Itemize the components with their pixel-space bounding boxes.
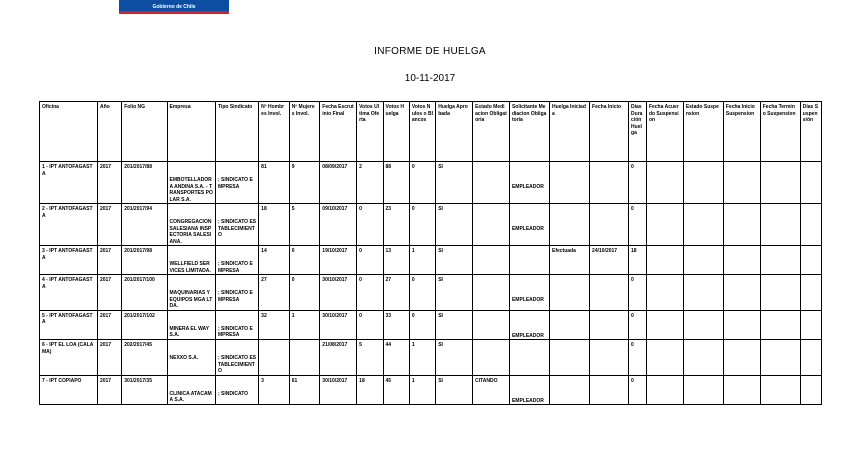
- cell-estado-mediacion: [473, 275, 510, 311]
- cell-aprobada: [436, 204, 473, 246]
- cell-votos-oferta: [357, 204, 383, 246]
- cell-tipo: [215, 310, 258, 340]
- strike-report-table: [39, 101, 822, 405]
- cell-text: 19/10/2017: [322, 248, 348, 254]
- cell-solicitante: [509, 310, 549, 340]
- cell-votos-huelga: [383, 204, 409, 246]
- cell-fecha-escrutinio: [320, 275, 357, 311]
- cell-aprobada: [436, 246, 473, 275]
- cell-mujeres: [289, 162, 320, 204]
- column-header: Días Suspensión: [800, 102, 821, 162]
- cell-text: 30/10/2017: [322, 312, 348, 319]
- cell-inicio-susp: [723, 275, 760, 311]
- cell-text: 0: [631, 342, 634, 348]
- table-header-row: [40, 102, 822, 162]
- cell-aprobada: [436, 310, 473, 340]
- column-header: Votos Nulos o Blancos: [409, 102, 435, 162]
- cell-empresa: [167, 204, 215, 246]
- cell-hombres: [259, 340, 290, 376]
- cell-text: 0: [291, 277, 295, 283]
- cell-text: 5: [359, 342, 362, 348]
- cell-text: 201/2017/102: [124, 312, 155, 319]
- cell-dias-susp: [800, 246, 821, 275]
- column-header: Fecha Escrutinio Final: [320, 102, 357, 162]
- cell-text: 45: [385, 377, 392, 384]
- cell-text: 30/10/2017: [322, 277, 348, 283]
- cell-hombres: [259, 162, 290, 204]
- cell-text: 14: [261, 248, 267, 254]
- cell-text: 0: [411, 206, 415, 212]
- cell-estado-susp: [683, 340, 723, 376]
- cell-fecha-inicio: [590, 162, 629, 204]
- cell-text: 13: [385, 248, 392, 254]
- cell-hombres: [259, 275, 290, 311]
- cell-inicio-susp: [723, 246, 760, 275]
- cell-text: ; SINDICATO EMPRESA: [217, 325, 253, 338]
- logo-text: Gobierno de Chile: [152, 4, 196, 10]
- cell-oficina: [40, 246, 98, 275]
- column-header: Estado Suspension: [683, 102, 723, 162]
- cell-hombres: [259, 310, 290, 340]
- cell-fecha-acuerdo: [646, 204, 683, 246]
- cell-text: 1: [291, 312, 295, 319]
- cell-text: CLINICA ATACAMA S.A.: [169, 390, 212, 403]
- cell-text: 201/2017/94: [124, 206, 152, 212]
- cell-text: 18: [359, 377, 365, 384]
- cell-aprobada: [436, 275, 473, 311]
- cell-text: SI: [438, 377, 443, 384]
- cell-solicitante: [509, 340, 549, 376]
- cell-text: ; SINDICATO EMPRESA: [217, 261, 253, 274]
- cell-text: 0: [411, 164, 415, 170]
- cell-text: Efectuada: [552, 248, 576, 254]
- cell-text: 301/2017/35: [124, 377, 152, 384]
- cell-text: 0: [631, 164, 634, 170]
- cell-text: 2017: [99, 312, 112, 319]
- cell-text: 23: [385, 206, 392, 212]
- cell-aprobada: [436, 340, 473, 376]
- table-row: [40, 246, 822, 275]
- cell-text: 1 - IPT ANTOFAGASTA: [42, 164, 93, 177]
- cell-inicio-susp: [723, 310, 760, 340]
- cell-fecha-acuerdo: [646, 162, 683, 204]
- cell-oficina: [40, 275, 98, 311]
- cell-text: 201/2017/98: [124, 248, 152, 254]
- cell-votos-huelga: [383, 246, 409, 275]
- cell-estado-susp: [683, 310, 723, 340]
- cell-text: 3: [261, 377, 264, 384]
- table-row: [40, 275, 822, 311]
- cell-oficina: [40, 162, 98, 204]
- cell-text: EMBOTELLADORA ANDINA S.A. - TRANSPORTES POLAR S.A.: [169, 177, 213, 203]
- column-header: Folio NG: [122, 102, 167, 162]
- cell-text: 7 - IPT COPIAPO: [42, 377, 82, 384]
- gobierno-logo: [119, 0, 229, 14]
- cell-text: 5: [291, 206, 295, 212]
- cell-solicitante: [509, 275, 549, 311]
- cell-folio: [122, 275, 167, 311]
- cell-mujeres: [289, 246, 320, 275]
- cell-text: 61: [291, 377, 298, 384]
- cell-text: 21/08/2017: [322, 342, 348, 348]
- cell-votos-huelga: [383, 162, 409, 204]
- column-header: Días Duración Huelga: [629, 102, 647, 162]
- cell-fecha-acuerdo: [646, 375, 683, 405]
- cell-votos-oferta: [357, 340, 383, 376]
- cell-text: 4 - IPT ANTOFAGASTA: [42, 277, 93, 290]
- cell-text: CONGREGACION SALESIANA INSPECTORIA SALESIANA.: [169, 219, 212, 245]
- cell-text: 33: [385, 312, 392, 319]
- cell-text: 0: [631, 377, 634, 384]
- cell-text: SI: [438, 164, 443, 170]
- logo-red-stripe: [119, 11, 229, 14]
- cell-aprobada: [436, 375, 473, 405]
- cell-inicio-susp: [723, 162, 760, 204]
- cell-estado-susp: [683, 375, 723, 405]
- cell-text: 18: [261, 206, 267, 212]
- cell-termino-susp: [760, 375, 800, 405]
- cell-oficina: [40, 340, 98, 376]
- cell-iniciada: [550, 310, 590, 340]
- cell-dias-susp: [800, 275, 821, 311]
- column-header: Fecha Termino Suspension: [760, 102, 800, 162]
- cell-votos-huelga: [383, 340, 409, 376]
- cell-text: 81: [261, 164, 267, 170]
- cell-text: 0: [359, 312, 362, 319]
- cell-dias: [629, 340, 647, 376]
- cell-text: EMPLEADOR: [511, 397, 544, 404]
- cell-empresa: [167, 310, 215, 340]
- report-title: INFORME DE HUELGA: [374, 46, 486, 57]
- column-header: Fecha Acuerdo Suspension: [646, 102, 683, 162]
- cell-mujeres: [289, 375, 320, 405]
- cell-text: SI: [438, 277, 443, 283]
- cell-empresa: [167, 162, 215, 204]
- cell-text: 30/10/2017: [322, 377, 348, 384]
- cell-mujeres: [289, 275, 320, 311]
- cell-dias: [629, 275, 647, 311]
- cell-fecha-escrutinio: [320, 162, 357, 204]
- table-row: [40, 340, 822, 376]
- cell-text: 2017: [99, 277, 112, 283]
- cell-text: 44: [385, 342, 392, 348]
- cell-estado-susp: [683, 246, 723, 275]
- cell-fecha-escrutinio: [320, 340, 357, 376]
- column-header: Estado Mediacion Obligatoria: [473, 102, 510, 162]
- cell-estado-mediacion: [473, 204, 510, 246]
- cell-iniciada: [550, 246, 590, 275]
- cell-votos-oferta: [357, 162, 383, 204]
- cell-text: 0: [291, 248, 295, 254]
- cell-text: 2017: [99, 248, 112, 254]
- cell-tipo: [215, 275, 258, 311]
- cell-votos-huelga: [383, 375, 409, 405]
- cell-fecha-inicio: [590, 275, 629, 311]
- table-row: [40, 204, 822, 246]
- cell-empresa: [167, 375, 215, 405]
- cell-empresa: [167, 246, 215, 275]
- cell-folio: [122, 246, 167, 275]
- cell-folio: [122, 204, 167, 246]
- cell-empresa: [167, 275, 215, 311]
- cell-inicio-susp: [723, 375, 760, 405]
- cell-text: 0: [631, 277, 634, 283]
- table-row: [40, 375, 822, 405]
- cell-fecha-acuerdo: [646, 246, 683, 275]
- cell-text: EMPLEADOR: [511, 297, 544, 303]
- cell-anio: [97, 204, 121, 246]
- cell-votos-nulos: [409, 162, 435, 204]
- cell-fecha-acuerdo: [646, 275, 683, 311]
- cell-votos-oferta: [357, 310, 383, 340]
- cell-text: WELLFIELD SERVICES LIMITADA.: [169, 261, 211, 274]
- cell-iniciada: [550, 204, 590, 246]
- cell-votos-oferta: [357, 246, 383, 275]
- cell-solicitante: [509, 162, 549, 204]
- cell-text: MAQUINARIAS Y EQUIPOS MGA LTDA.: [169, 290, 213, 309]
- column-header: Huelga Iniciada: [550, 102, 590, 162]
- cell-estado-mediacion: [473, 340, 510, 376]
- cell-votos-nulos: [409, 204, 435, 246]
- cell-votos-nulos: [409, 310, 435, 340]
- column-header: Votos Ultima Oferta: [357, 102, 383, 162]
- cell-empresa: [167, 340, 215, 376]
- cell-text: 2 - IPT ANTOFAGASTA: [42, 206, 93, 219]
- table-row: [40, 162, 822, 204]
- cell-tipo: [215, 340, 258, 376]
- cell-text: NEXXO S.A.: [169, 355, 199, 361]
- cell-estado-mediacion: [473, 246, 510, 275]
- cell-text: 0: [631, 312, 634, 319]
- cell-hombres: [259, 246, 290, 275]
- cell-estado-mediacion: [473, 162, 510, 204]
- cell-anio: [97, 246, 121, 275]
- cell-tipo: [215, 375, 258, 405]
- cell-votos-huelga: [383, 275, 409, 311]
- cell-estado-susp: [683, 162, 723, 204]
- cell-text: 2017: [99, 164, 112, 170]
- cell-folio: [122, 162, 167, 204]
- cell-tipo: [215, 162, 258, 204]
- cell-folio: [122, 375, 167, 405]
- cell-text: 09/10/2017: [322, 206, 348, 212]
- column-header: Solicitante Mediacion Obligatoria: [509, 102, 549, 162]
- column-header: Oficina: [40, 102, 98, 162]
- cell-text: SI: [438, 248, 443, 254]
- column-header: Fecha Inicio: [590, 102, 629, 162]
- cell-text: 0: [359, 206, 362, 212]
- cell-fecha-inicio: [590, 310, 629, 340]
- cell-tipo: [215, 246, 258, 275]
- cell-votos-nulos: [409, 246, 435, 275]
- cell-votos-nulos: [409, 275, 435, 311]
- column-header: Nº Mujeres Invol.: [289, 102, 320, 162]
- cell-termino-susp: [760, 246, 800, 275]
- cell-folio: [122, 340, 167, 376]
- column-header: Tipo Sindicato: [215, 102, 258, 162]
- cell-text: 27: [385, 277, 392, 283]
- cell-anio: [97, 340, 121, 376]
- cell-iniciada: [550, 275, 590, 311]
- cell-termino-susp: [760, 310, 800, 340]
- cell-folio: [122, 310, 167, 340]
- cell-dias: [629, 310, 647, 340]
- column-header: Fecha Inicio Suspension: [723, 102, 760, 162]
- cell-text: 2: [359, 164, 362, 170]
- cell-votos-oferta: [357, 375, 383, 405]
- cell-text: EMPLEADOR: [511, 226, 544, 232]
- cell-fecha-inicio: [590, 204, 629, 246]
- cell-text: CITANDO: [475, 377, 498, 384]
- cell-text: 0: [411, 312, 415, 319]
- cell-text: ; SINDICATO EMPRESA: [217, 177, 253, 190]
- cell-text: 1: [411, 342, 415, 348]
- cell-text: 27: [261, 277, 267, 283]
- cell-dias: [629, 204, 647, 246]
- cell-estado-mediacion: [473, 310, 510, 340]
- cell-anio: [97, 310, 121, 340]
- cell-text: 1: [411, 248, 415, 254]
- column-header: Huelga Aprobada: [436, 102, 473, 162]
- cell-fecha-escrutinio: [320, 375, 357, 405]
- cell-text: 32: [261, 312, 267, 319]
- cell-fecha-inicio: [590, 375, 629, 405]
- cell-estado-mediacion: [473, 375, 510, 405]
- cell-text: ; SINDICATO: [217, 390, 249, 397]
- cell-text: 0: [631, 206, 634, 212]
- cell-dias-susp: [800, 310, 821, 340]
- cell-text: 6 - IPT EL LOA (CALAMA): [42, 342, 94, 355]
- cell-text: SI: [438, 312, 443, 319]
- cell-votos-nulos: [409, 340, 435, 376]
- cell-text: 9: [291, 164, 295, 170]
- column-header: Empresa: [167, 102, 215, 162]
- cell-dias-susp: [800, 204, 821, 246]
- cell-aprobada: [436, 162, 473, 204]
- cell-fecha-escrutinio: [320, 204, 357, 246]
- cell-fecha-inicio: [590, 340, 629, 376]
- cell-fecha-escrutinio: [320, 310, 357, 340]
- cell-text: 2017: [99, 206, 112, 212]
- cell-text: 202/2017/45: [124, 342, 152, 348]
- cell-dias-susp: [800, 162, 821, 204]
- cell-text: 201/2017/88: [124, 164, 152, 170]
- cell-fecha-escrutinio: [320, 246, 357, 275]
- cell-text: MINERA EL WAY S.A.: [169, 325, 209, 338]
- cell-mujeres: [289, 340, 320, 376]
- cell-mujeres: [289, 310, 320, 340]
- cell-text: ; SINDICATO EMPRESA: [217, 290, 253, 303]
- cell-iniciada: [550, 162, 590, 204]
- cell-solicitante: [509, 375, 549, 405]
- cell-text: 08/09/2017: [322, 164, 348, 170]
- cell-text: 24/10/2017: [592, 248, 618, 254]
- cell-estado-susp: [683, 204, 723, 246]
- cell-anio: [97, 275, 121, 311]
- cell-anio: [97, 162, 121, 204]
- cell-solicitante: [509, 246, 549, 275]
- cell-hombres: [259, 375, 290, 405]
- cell-dias: [629, 162, 647, 204]
- cell-tipo: [215, 204, 258, 246]
- cell-termino-susp: [760, 204, 800, 246]
- cell-dias: [629, 246, 647, 275]
- cell-oficina: [40, 375, 98, 405]
- column-header: Votos Huelga: [383, 102, 409, 162]
- cell-hombres: [259, 204, 290, 246]
- cell-termino-susp: [760, 162, 800, 204]
- cell-text: EMPLEADOR: [511, 184, 544, 190]
- cell-text: ; SINDICATO ESTABLECIMIENTO: [217, 355, 257, 374]
- cell-solicitante: [509, 204, 549, 246]
- cell-votos-nulos: [409, 375, 435, 405]
- cell-dias-susp: [800, 340, 821, 376]
- cell-votos-huelga: [383, 310, 409, 340]
- cell-votos-oferta: [357, 275, 383, 311]
- cell-inicio-susp: [723, 204, 760, 246]
- cell-text: ; SINDICATO ESTABLECIMIENTO: [217, 219, 257, 238]
- cell-text: SI: [438, 342, 443, 348]
- cell-text: 5 - IPT ANTOFAGASTA: [42, 312, 93, 325]
- cell-text: EMPLEADOR: [511, 332, 544, 339]
- column-header: Nº Hombres Invol.: [259, 102, 290, 162]
- cell-fecha-inicio: [590, 246, 629, 275]
- report-date: 10-11-2017: [404, 73, 456, 84]
- cell-termino-susp: [760, 275, 800, 311]
- cell-dias: [629, 375, 647, 405]
- cell-text: 3 - IPT ANTOFAGASTA: [42, 248, 93, 261]
- cell-text: 2017: [99, 342, 112, 348]
- cell-anio: [97, 375, 121, 405]
- cell-iniciada: [550, 340, 590, 376]
- table-row: [40, 310, 822, 340]
- cell-text: 18: [631, 248, 637, 254]
- cell-text: 88: [385, 164, 392, 170]
- cell-fecha-acuerdo: [646, 340, 683, 376]
- cell-inicio-susp: [723, 340, 760, 376]
- cell-fecha-acuerdo: [646, 310, 683, 340]
- cell-mujeres: [289, 204, 320, 246]
- cell-text: 0: [359, 277, 362, 283]
- cell-estado-susp: [683, 275, 723, 311]
- cell-text: 0: [411, 277, 415, 283]
- cell-iniciada: [550, 375, 590, 405]
- column-header: Año: [97, 102, 121, 162]
- cell-oficina: [40, 310, 98, 340]
- cell-text: SI: [438, 206, 443, 212]
- cell-text: 2017: [99, 377, 112, 384]
- cell-text: 0: [359, 248, 362, 254]
- cell-oficina: [40, 204, 98, 246]
- cell-text: 201/2017/100: [124, 277, 155, 283]
- cell-dias-susp: [800, 375, 821, 405]
- cell-text: 1: [411, 377, 415, 384]
- cell-termino-susp: [760, 340, 800, 376]
